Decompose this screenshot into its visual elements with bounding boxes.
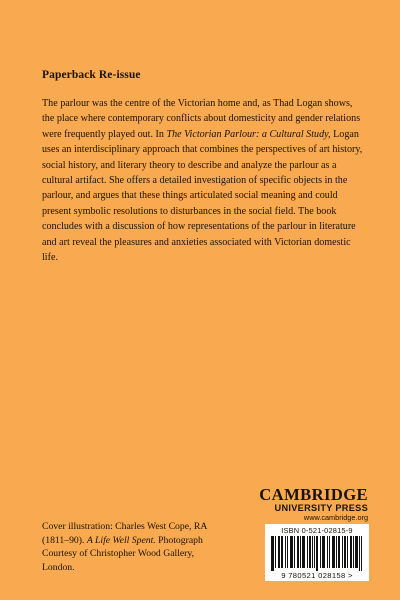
barcode-digits: 9 780521 028158 > xyxy=(281,571,353,580)
publisher-press: UNIVERSITY PRESS xyxy=(274,503,368,513)
credit-text-1: Cover illustration: Charles West Cope, RA (1811–90). xyxy=(42,521,207,546)
book-title-italic: The Victorian Parlour: a Cultural Study, xyxy=(166,128,331,140)
publisher-name: CAMBRIDGE xyxy=(259,485,368,504)
publisher-logo xyxy=(258,486,368,522)
description-text-2: Logan uses an interdisciplinary approach that combines the perspectives of art history, social history, and literary theory to describe and analyze the parlour as a cultural artifact. She offers a detailed investigation of specific objects in the parlour, and argues that these things articulated social meaning and could present symbolic resolutions to disturbances in the social field. The book concludes with a discussion of how representations of the parlour in literature and art reveal the pleasures and anxieties associated with Victorian domestic life. xyxy=(42,128,363,264)
barcode-icon xyxy=(271,536,363,571)
isbn-barcode-box xyxy=(265,524,369,581)
cover-illustration-credit xyxy=(42,520,222,574)
description-text-1: The parlour was the centre of the Victorian home and, as Thad Logan shows, the place where contemporary conflicts about domesticity and gender relations were frequently played out. In xyxy=(42,98,361,140)
book-description xyxy=(42,96,364,265)
publisher-url: www.cambridge.org xyxy=(303,513,368,522)
credit-text-2: Photograph Courtesy of Christopher Wood Gallery, London. xyxy=(42,534,203,573)
artwork-title-italic: A Life Well Spent. xyxy=(86,534,156,546)
isbn-label: ISBN 0-521-02815-9 xyxy=(281,526,353,535)
reissue-heading: Paperback Re-issue xyxy=(42,69,141,81)
